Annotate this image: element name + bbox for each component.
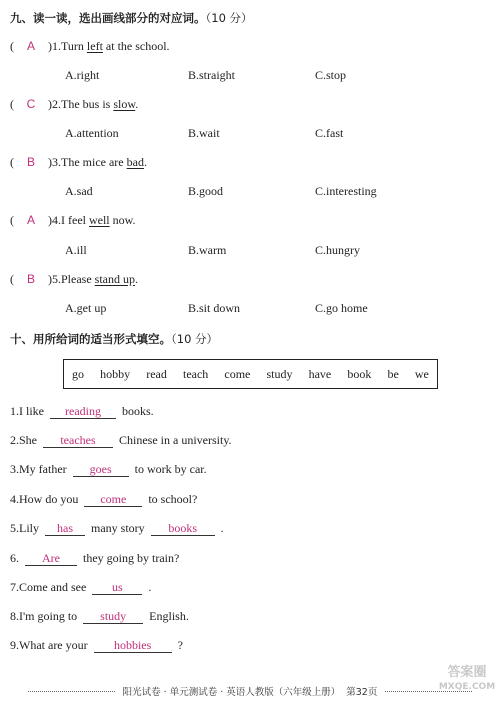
answer-letter: B [26, 272, 35, 286]
option-b: B.wait [188, 126, 220, 140]
word-bank-word: go [72, 366, 85, 381]
answer-blank: Are [25, 552, 77, 566]
footer-text: 阳光试卷 · 单元测试卷 · 英语人教版（六年级上册） [122, 687, 341, 698]
fill-item-text-post: they going by train? [83, 551, 180, 565]
watermark-line2: MXQE.COM [438, 682, 496, 692]
answer-paren-close: ) [48, 213, 52, 227]
answer-paren-open: ( [10, 39, 14, 53]
fill-item-text-pre: 1.I like [10, 404, 44, 418]
question-text-pre: I feel [61, 213, 89, 227]
answer-paren-open: ( [10, 272, 14, 286]
fill-item-text-mid: many story [91, 521, 145, 535]
option-a: A.right [65, 68, 100, 82]
word-bank-word: study [266, 366, 293, 381]
answer-letter: C [26, 97, 36, 111]
option-c: C.interesting [315, 184, 377, 198]
section-9-title: 九、读一读，选出画线部分的对应词。 [10, 11, 206, 25]
option-b: B.warm [188, 243, 227, 257]
question-text-post: . [135, 272, 138, 286]
fill-item-text-pre: 3.My father [10, 462, 67, 476]
section-9-points: （10 分） [205, 11, 253, 25]
question-text-post: at the school. [102, 39, 170, 53]
fill-item-text-post: to school? [148, 492, 198, 506]
section-10-title: 十、用所给词的适当形式填空。 [10, 332, 171, 346]
word-bank-word: teach [182, 366, 209, 381]
watermark-line1: 答案圈 [447, 665, 487, 680]
fill-item-text-post: to work by car. [134, 462, 207, 476]
option-b: B.sit down [188, 301, 241, 315]
answer-paren-close: ) [48, 272, 52, 286]
word-bank-word: have [308, 366, 332, 381]
answer-letter: A [26, 39, 35, 53]
underlined-word: slow [113, 97, 136, 111]
answer-paren-close: ) [48, 39, 52, 53]
option-a: A.sad [65, 184, 93, 198]
fill-item-text-post: Chinese in a university. [119, 433, 232, 447]
fill-item-text-pre: 8.I'm going to [10, 609, 78, 623]
answer-blank: study [83, 610, 143, 624]
page-number: 第32页 [346, 687, 378, 698]
answer-blank: has [45, 522, 85, 536]
question-text-pre: Turn [61, 39, 87, 53]
underlined-word: well [88, 213, 110, 227]
fill-item-text-pre: 7.Come and see [10, 580, 87, 594]
answer-paren-open: ( [10, 155, 14, 169]
fill-item-row [10, 404, 154, 419]
question-number: 3. [52, 155, 61, 169]
fill-item-text-pre: 6. [10, 551, 19, 565]
fill-item-row [10, 462, 207, 477]
option-a: A.attention [65, 126, 119, 140]
answer-letter: A [26, 213, 35, 227]
fill-item-text-post: ? [177, 638, 183, 652]
fill-item-row [10, 433, 232, 448]
question-text-pre: Please [61, 272, 95, 286]
option-c: C.stop [315, 68, 347, 82]
question-row [10, 155, 147, 170]
word-bank-box [63, 359, 438, 389]
fill-item-text-pre: 5.Lily [10, 521, 39, 535]
question-number: 4. [52, 213, 61, 227]
fill-item-row [10, 521, 224, 536]
question-number: 5. [52, 272, 61, 286]
fill-item-text-post: English. [149, 609, 189, 623]
question-text-pre: The bus is [61, 97, 114, 111]
footer-dots-left [28, 691, 115, 692]
fill-item-text-post: books. [122, 404, 154, 418]
answer-blank: teaches [43, 434, 113, 448]
fill-item-row [10, 551, 179, 566]
word-bank-word: come [224, 366, 251, 381]
fill-item-row [10, 492, 197, 507]
word-bank-word: read [146, 366, 167, 381]
question-text-pre: The mice are [61, 155, 127, 169]
section-10-heading [10, 331, 218, 347]
answer-paren-open: ( [10, 97, 14, 111]
answer-paren-open: ( [10, 213, 14, 227]
answer-blank: books [151, 522, 215, 536]
question-text-post: . [135, 97, 139, 111]
underlined-word: bad [126, 155, 144, 169]
answer-letter: B [26, 155, 35, 169]
option-b: B.straight [188, 68, 235, 82]
answer-blank: reading [50, 405, 116, 419]
fill-item-text-pre: 4.How do you [10, 492, 79, 506]
section-9-heading [10, 10, 253, 26]
fill-item-text-post: . [220, 521, 224, 535]
section-10-points: （10 分） [171, 332, 219, 346]
question-number: 2. [52, 97, 61, 111]
page-footer [20, 684, 480, 698]
fill-item-text-pre: 2.She [10, 433, 37, 447]
answer-blank: hobbies [94, 639, 172, 653]
fill-item-row [10, 609, 189, 624]
word-bank-word: hobby [100, 366, 131, 381]
underlined-word: left [86, 39, 103, 53]
answer-paren-close: ) [48, 155, 52, 169]
question-row [10, 97, 138, 112]
word-bank-word: we [414, 366, 429, 381]
option-c: C.fast [315, 126, 344, 140]
fill-item-text-pre: 9.What are your [10, 638, 88, 652]
fill-item-row [10, 580, 151, 595]
option-a: A.ill [65, 243, 87, 257]
question-text-post: now. [109, 213, 136, 227]
option-b: B.good [188, 184, 224, 198]
question-number: 1. [52, 39, 61, 53]
word-bank-word: book [347, 366, 372, 381]
option-a: A.get up [65, 301, 107, 315]
question-row [10, 213, 136, 228]
fill-item-row [10, 638, 183, 653]
answer-blank: goes [73, 463, 129, 477]
answer-blank: come [84, 493, 142, 507]
underlined-word: stand up [94, 272, 135, 286]
answer-blank: us [92, 581, 142, 595]
option-c: C.go home [315, 301, 368, 315]
question-row [10, 39, 170, 54]
word-bank-word: be [387, 366, 399, 381]
question-row [10, 272, 138, 287]
question-text-post: . [143, 155, 147, 169]
answer-paren-close: ) [48, 97, 52, 111]
option-c: C.hungry [315, 243, 360, 257]
watermark-logo [438, 666, 496, 700]
fill-item-text-post: . [148, 580, 152, 594]
